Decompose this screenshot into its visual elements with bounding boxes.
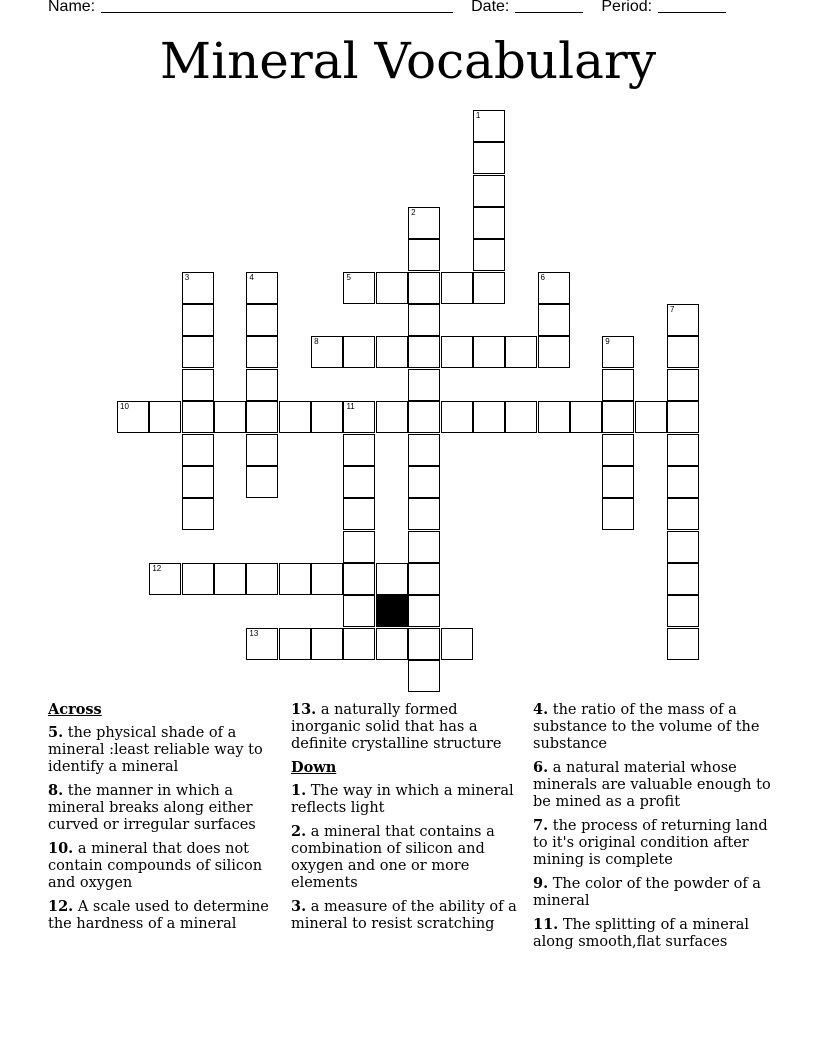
- grid-cell[interactable]: [602, 369, 634, 401]
- grid-cell[interactable]: [343, 498, 375, 530]
- grid-cell[interactable]: [279, 563, 311, 595]
- grid-cell[interactable]: [311, 563, 343, 595]
- clue-item: [291, 823, 517, 892]
- grid-cell[interactable]: [667, 498, 699, 530]
- grid-cell[interactable]: [473, 110, 505, 142]
- clue-number-label: 8.: [48, 782, 64, 799]
- clue-number: 6: [540, 272, 545, 282]
- grid-cell[interactable]: [246, 628, 278, 660]
- grid-cell[interactable]: [408, 369, 440, 401]
- grid-cell[interactable]: [602, 336, 634, 368]
- grid-cell[interactable]: [408, 434, 440, 466]
- grid-cell[interactable]: [343, 434, 375, 466]
- clues-column-3: [533, 701, 773, 957]
- grid-cell[interactable]: [182, 304, 214, 336]
- grid-cell[interactable]: [182, 369, 214, 401]
- clue-text: a mineral that does not contain compounds of silicon and oxygen: [48, 841, 263, 891]
- clue-text: The color of the powder of a mineral: [533, 876, 761, 909]
- clue-number: 5: [346, 272, 351, 282]
- clue-number: 10: [120, 402, 129, 412]
- clue-text: a naturally formed inorganic solid that has a definite crystalline structure: [291, 702, 502, 752]
- grid-cell[interactable]: [408, 272, 440, 304]
- clue-text: a natural material whose minerals are valuable enough to be mined as a profit: [533, 760, 771, 810]
- clue-item: [533, 759, 773, 811]
- grid-cell[interactable]: [473, 336, 505, 368]
- grid-cell[interactable]: [343, 563, 375, 595]
- clue-number: 12: [152, 563, 162, 573]
- grid-cell[interactable]: [311, 336, 343, 368]
- grid-cell[interactable]: [473, 175, 505, 207]
- clue-number: 4: [249, 272, 254, 282]
- across-heading: Across: [48, 701, 102, 718]
- clues-column-2: [291, 701, 517, 939]
- clue-number-label: 1.: [291, 782, 307, 799]
- grid-cell[interactable]: [538, 336, 570, 368]
- grid-cell[interactable]: [667, 434, 699, 466]
- clue-number: 13: [249, 628, 259, 638]
- grid-cell[interactable]: [667, 595, 699, 627]
- grid-cell[interactable]: [408, 239, 440, 271]
- grid-cell[interactable]: [376, 336, 408, 368]
- grid-cell[interactable]: [343, 595, 375, 627]
- grid-cell[interactable]: [182, 401, 214, 433]
- grid-cell[interactable]: [408, 466, 440, 498]
- clue-number-label: 6.: [533, 759, 549, 776]
- grid-cell[interactable]: [279, 628, 311, 660]
- grid-cell[interactable]: [246, 304, 278, 336]
- clue-number-label: 2.: [291, 823, 307, 840]
- grid-cell[interactable]: [246, 369, 278, 401]
- grid-cell[interactable]: [343, 401, 375, 433]
- clue-text: The way in which a mineral reflects light: [291, 783, 514, 816]
- grid-cell[interactable]: [667, 369, 699, 401]
- grid-cell[interactable]: [602, 498, 634, 530]
- grid-cell[interactable]: [635, 401, 667, 433]
- blocked-cell: [376, 595, 408, 627]
- grid-cell[interactable]: [408, 401, 440, 433]
- grid-cell[interactable]: [246, 434, 278, 466]
- clue-item: [291, 701, 517, 753]
- clue-text: a measure of the ability of a mineral to resist scratching: [291, 899, 517, 932]
- grid-cell[interactable]: [408, 498, 440, 530]
- grid-cell[interactable]: [182, 434, 214, 466]
- clue-item: [533, 916, 773, 951]
- grid-cell[interactable]: [667, 401, 699, 433]
- grid-cell[interactable]: [505, 401, 537, 433]
- grid-cell[interactable]: [182, 272, 214, 304]
- clue-text: a mineral that contains a combination of silicon and oxygen and one or more elements: [291, 824, 495, 891]
- clue-number: 1: [475, 111, 481, 120]
- clue-item: [533, 875, 773, 910]
- grid-cell[interactable]: [538, 401, 570, 433]
- clue-number-label: 13.: [291, 701, 317, 718]
- grid-cell[interactable]: [441, 336, 473, 368]
- grid-cell[interactable]: [149, 401, 181, 433]
- grid-cell[interactable]: [343, 628, 375, 660]
- grid-cell[interactable]: [667, 563, 699, 595]
- clue-number: 9: [605, 337, 610, 347]
- grid-cell[interactable]: [149, 563, 181, 595]
- name-label: Name:: [48, 0, 96, 15]
- clue-number-label: 11.: [533, 916, 559, 933]
- grid-cell[interactable]: [311, 628, 343, 660]
- down-heading: Down: [291, 759, 337, 776]
- grid-cell[interactable]: [667, 466, 699, 498]
- grid-cell[interactable]: [343, 336, 375, 368]
- clue-text: A scale used to determine the hardness of a mineral: [48, 899, 269, 932]
- grid-cell[interactable]: [214, 563, 246, 595]
- clues-column-1: [48, 701, 276, 939]
- grid-cell[interactable]: [376, 628, 408, 660]
- period-label: Period:: [601, 0, 653, 15]
- grid-cell[interactable]: [182, 498, 214, 530]
- grid-cell[interactable]: [441, 401, 473, 433]
- clue-number-label: 7.: [533, 817, 549, 834]
- grid-cell[interactable]: [473, 239, 505, 271]
- clue-number-label: 12.: [48, 898, 74, 915]
- grid-cell[interactable]: [408, 563, 440, 595]
- grid-cell[interactable]: [408, 531, 440, 563]
- clue-text: the manner in which a mineral breaks along either curved or irregular surfaces: [48, 783, 256, 833]
- grid-cell[interactable]: [408, 336, 440, 368]
- grid-cell[interactable]: [343, 466, 375, 498]
- clue-item: [291, 782, 517, 817]
- grid-cell[interactable]: [246, 336, 278, 368]
- clue-number-label: 4.: [533, 701, 549, 718]
- grid-cell[interactable]: [667, 336, 699, 368]
- clue-item: [533, 817, 773, 869]
- clue-number: 11: [346, 402, 355, 412]
- clue-item: [48, 840, 276, 892]
- grid-cell[interactable]: [246, 401, 278, 433]
- clue-item: [533, 701, 773, 753]
- grid-cell[interactable]: [505, 336, 537, 368]
- grid-cell[interactable]: [182, 336, 214, 368]
- grid-cell[interactable]: [117, 401, 149, 433]
- clue-number-label: 3.: [291, 898, 307, 915]
- clue-item: [48, 898, 276, 933]
- grid-cell[interactable]: [538, 304, 570, 336]
- clue-number: 2: [411, 208, 416, 218]
- grid-cell[interactable]: [311, 401, 343, 433]
- grid-cell[interactable]: [408, 628, 440, 660]
- grid-cell[interactable]: [473, 401, 505, 433]
- grid-cell[interactable]: [343, 531, 375, 563]
- grid-cell[interactable]: [182, 466, 214, 498]
- grid-cell[interactable]: [602, 466, 634, 498]
- page-title: Mineral Vocabulary: [159, 32, 657, 90]
- grid-cell[interactable]: [182, 563, 214, 595]
- grid-cell[interactable]: [473, 207, 505, 239]
- grid-cell[interactable]: [343, 272, 375, 304]
- grid-cell[interactable]: [246, 272, 278, 304]
- grid-cell[interactable]: [667, 531, 699, 563]
- grid-cell[interactable]: [570, 401, 602, 433]
- clue-text: The splitting of a mineral along smooth,flat surfaces: [533, 917, 750, 950]
- clue-number-label: 5.: [48, 724, 64, 741]
- grid-cell[interactable]: [376, 272, 408, 304]
- clue-number-label: 10.: [48, 840, 74, 857]
- clue-item: [48, 724, 276, 776]
- clue-number: 3: [184, 272, 190, 282]
- grid-cell[interactable]: [246, 563, 278, 595]
- grid-cell[interactable]: [246, 466, 278, 498]
- clue-text: the ratio of the mass of a substance to the volume of the substance: [533, 702, 760, 752]
- grid-cell[interactable]: [667, 304, 699, 336]
- date-label: Date:: [471, 0, 510, 15]
- grid-cell[interactable]: [214, 401, 246, 433]
- grid-cell[interactable]: [441, 272, 473, 304]
- clue-item: [48, 782, 276, 834]
- grid-cell[interactable]: [441, 628, 473, 660]
- grid-cell[interactable]: [602, 401, 634, 433]
- clue-text: the process of returning land to it's original condition after mining is complete: [533, 818, 768, 868]
- grid-cell[interactable]: [408, 304, 440, 336]
- clue-number: 7: [669, 305, 675, 315]
- grid-cell[interactable]: [408, 595, 440, 627]
- grid-cell[interactable]: [408, 660, 440, 692]
- grid-cell[interactable]: [473, 272, 505, 304]
- grid-cell[interactable]: [408, 207, 440, 239]
- grid-cell[interactable]: [473, 142, 505, 174]
- grid-cell[interactable]: [376, 563, 408, 595]
- grid-cell[interactable]: [667, 628, 699, 660]
- clue-text: the physical shade of a mineral :least reliable way to identify a mineral: [48, 725, 263, 775]
- grid-cell[interactable]: [279, 401, 311, 433]
- grid-cell[interactable]: [538, 272, 570, 304]
- clue-number-label: 9.: [533, 875, 549, 892]
- clue-number: 8: [314, 337, 319, 347]
- grid-cell[interactable]: [376, 401, 408, 433]
- clue-item: [291, 898, 517, 933]
- grid-cell[interactable]: [602, 434, 634, 466]
